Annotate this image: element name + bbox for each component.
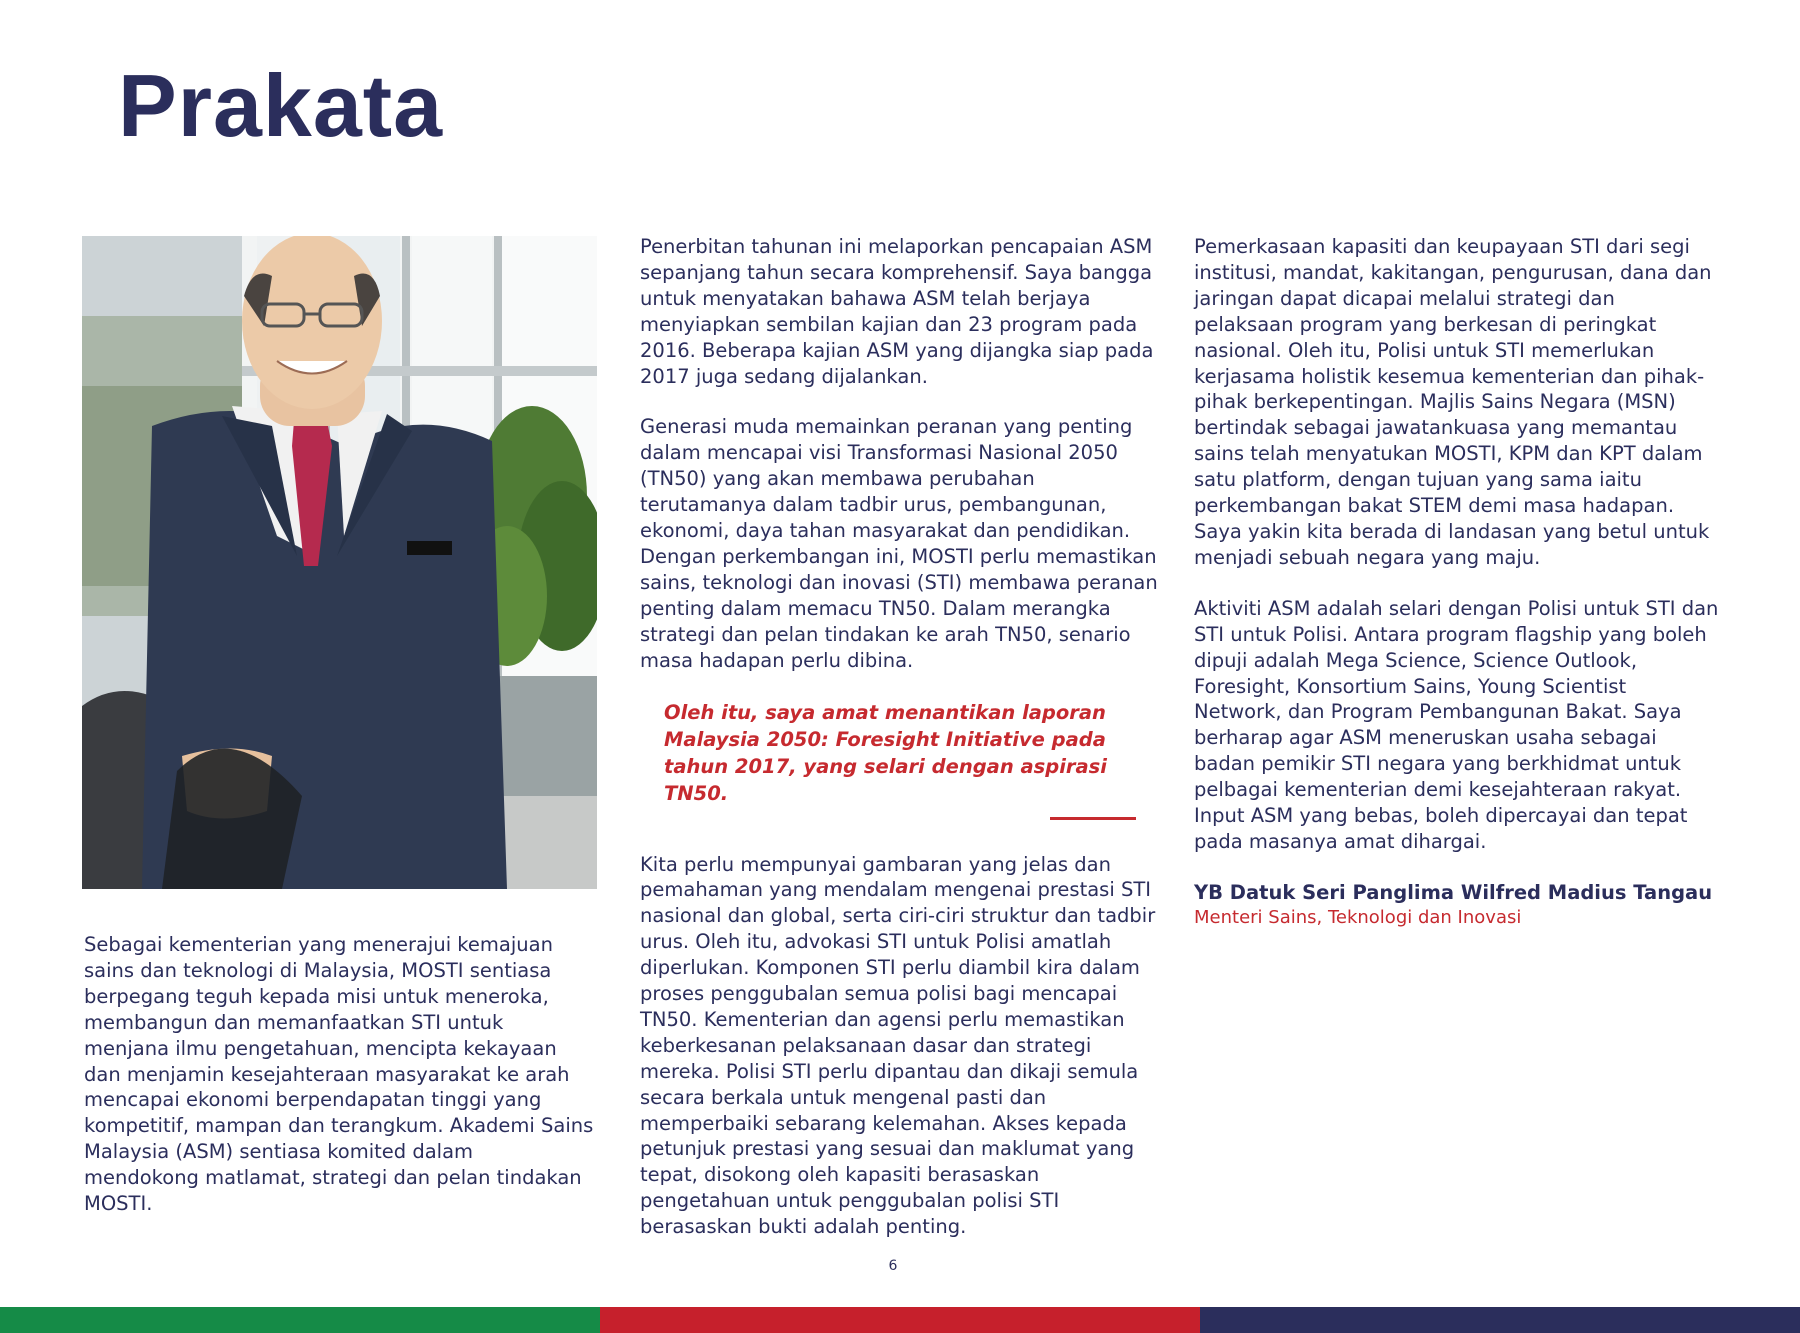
signature-role: Menteri Sains, Teknologi dan Inovasi: [1194, 906, 1522, 928]
minister-portrait: [82, 236, 597, 889]
paragraph: Aktiviti ASM adalah selari dengan Polisi untuk STI dan STI untuk Polisi. Antara program flagship yang boleh dipuji adalah Mega Science, Science Outlook, Foresight, Konsortium Sains, Young Scientist Network, dan Program Pembangunan Bakat. Saya berharap agar ASM meneruskan usaha sebagai badan pemikir STI negara yang berkhidmat untuk pelbagai kementerian demi kesejahteraan rakyat. Input ASM yang bebas, boleh dipercayai dan tepat pada masanya amat dihargai.: [1194, 596, 1719, 853]
paragraph: Pemerkasaan kapasiti dan keupayaan STI dari segi institusi, mandat, kakitangan, pengurusan, dana dan jaringan dapat dicapai melalui strategi dan pelaksaan program yang berkesan di peringkat nasional. Oleh itu, Polisi untuk STI memerlukan kerjasama holistik kesemua kementerian dan pihak-pihak berkepentingan. Majlis Sains Negara (MSN) bertindak sebagai jawatankuasa yang memantau sains telah menyatukan MOSTI, KPM dan KPT dalam satu platform, dengan tujuan yang sama iaitu perkembangan bakat STEM demi masa hadapan. Saya yakin kita berada di landasan yang betul untuk menjadi sebuah negara yang maju.: [1194, 235, 1712, 569]
pull-quote-rule: [1050, 817, 1136, 820]
paragraph: Sebagai kementerian yang menerajui kemajuan sains dan teknologi di Malaysia, MOSTI sentiasa berpegang teguh kepada misi untuk meneroka, membangun dan memanfaatkan STI untuk menjana ilmu pengetahuan, mencipta kekayaan dan menjamin kesejahteraan masyarakat ke arah mencapai ekonomi berpendapatan tinggi yang kompetitif, mampan dan terangkum. Akademi Sains Malaysia (ASM) sentiasa komited dalam mendokong matlamat, strategi dan pelan tindakan MOSTI.: [84, 933, 594, 1216]
footer-bar-navy: [1200, 1307, 1800, 1333]
pull-quote-text: Oleh itu, saya amat menantikan laporan Malaysia 2050: Foresight Initiative pada tahun 2017, yang selari dengan aspirasi TN50.: [664, 700, 1107, 805]
footer-bar-red: [600, 1307, 1200, 1333]
page-title: Prakata: [118, 56, 444, 155]
column-middle: [640, 234, 1165, 1265]
page-number: 6: [888, 1258, 898, 1274]
pull-quote: [664, 699, 1165, 820]
paragraph: Penerbitan tahunan ini melaporkan pencapaian ASM sepanjang tahun secara komprehensif. Saya bangga untuk menyatakan bahawa ASM telah berjaya menyiapkan sembilan kajian dan 23 program pada 2016. Beberapa kajian ASM yang dijangka siap pada 2017 juga sedang dijalankan.: [640, 235, 1154, 388]
signature-name: YB Datuk Seri Panglima Wilfred Madius Tangau: [1194, 880, 1713, 904]
paragraph: Generasi muda memainkan peranan yang penting dalam mencapai visi Transformasi Nasional 2050 (TN50) yang akan membawa perubahan terutamanya dalam tadbir urus, pembangunan, ekonomi, daya tahan masyarakat dan pendidikan. Dengan perkembangan ini, MOSTI perlu memastikan sains, teknologi dan inovasi (STI) membawa peranan penting dalam memacu TN50. Dalam merangka strategi dan pelan tindakan ke arah TN50, senario masa hadapan perlu dibina.: [640, 415, 1158, 672]
column-left: [84, 932, 594, 1242]
footer-bar-green: [0, 1307, 600, 1333]
paragraph: Kita perlu mempunyai gambaran yang jelas dan pemahaman yang mendalam mengenai prestasi STI nasional dan global, serta ciri-ciri struktur dan tadbir urus. Oleh itu, advokasi STI untuk Polisi amatlah diperlukan. Komponen STI perlu diambil kira dalam proses penggubalan semua polisi bagi mencapai TN50. Kementerian dan agensi perlu memastikan keberkesanan pelaksanaan dasar dan strategi mereka. Polisi STI perlu dipantau dan dikaji semula secara berkala untuk mengenal pasti dan memperbaiki sebarang kelemahan. Akses kepada petunjuk prestasi yang sesuai dan maklumat yang tepat, disokong oleh kapasiti berasaskan pengetahuan untuk penggubalan polisi STI berasaskan bukti adalah penting.: [640, 852, 1156, 1239]
column-right: [1194, 234, 1719, 930]
